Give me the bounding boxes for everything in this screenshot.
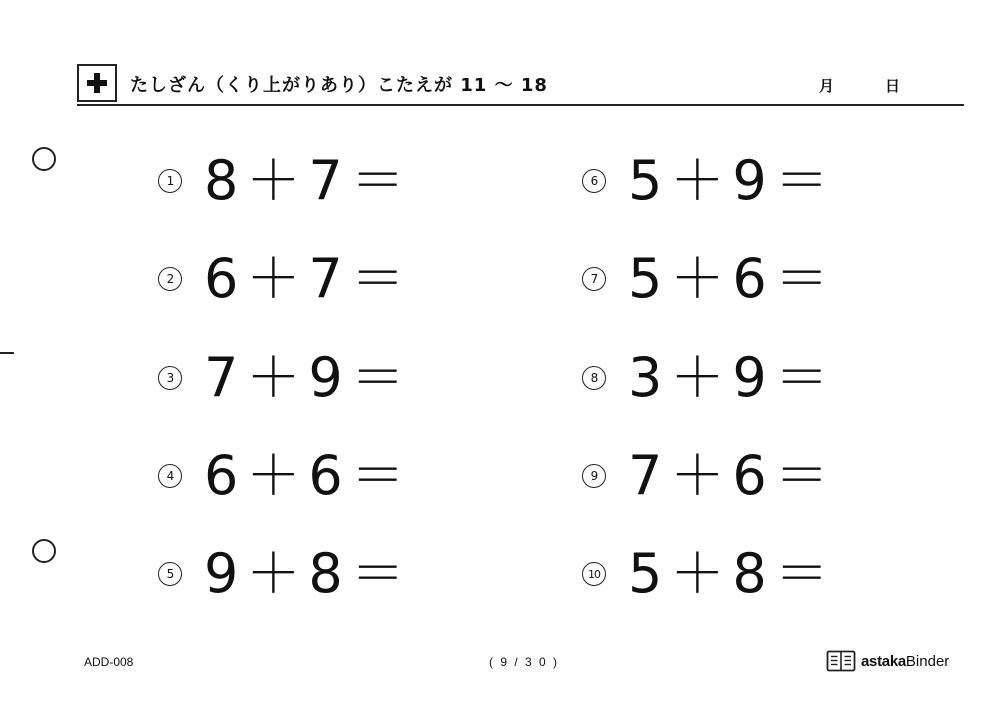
day-label: 日 bbox=[885, 77, 901, 95]
problem-expression: 3＋9＝ bbox=[628, 346, 837, 409]
problem-number: 5 bbox=[158, 562, 182, 586]
problem-expression: 5＋6＝ bbox=[628, 247, 837, 310]
problem-expression: 6＋7＝ bbox=[204, 247, 413, 310]
problem-number: 9 bbox=[582, 464, 606, 488]
problem-expression: 7＋6＝ bbox=[628, 444, 837, 507]
binder-book-icon bbox=[826, 649, 856, 673]
worksheet-title: たしざん（くり上がりあり）こたえが 11 〜 18 bbox=[130, 75, 548, 96]
problem-number: 3 bbox=[158, 366, 182, 390]
problem-expression: 7＋9＝ bbox=[204, 346, 413, 409]
problem-expression: 5＋9＝ bbox=[628, 149, 837, 212]
problem-number: 1 bbox=[158, 169, 182, 193]
problem-expression: 6＋6＝ bbox=[204, 444, 413, 507]
worksheet-code: ADD-008 bbox=[84, 655, 134, 669]
plus-icon bbox=[77, 64, 117, 102]
month-label: 月 bbox=[819, 77, 835, 95]
brand-logo bbox=[826, 648, 949, 674]
problem-2 bbox=[158, 249, 413, 309]
center-tick-mark bbox=[0, 352, 14, 354]
page-indicator: ( 9 / 3 0 ) bbox=[489, 655, 560, 669]
problem-7 bbox=[582, 249, 837, 309]
brand-name-bold: astaka bbox=[861, 652, 906, 670]
problem-expression: 8＋7＝ bbox=[204, 149, 413, 212]
problem-8 bbox=[582, 348, 837, 408]
worksheet-header bbox=[77, 64, 964, 106]
problem-expression: 9＋8＝ bbox=[204, 542, 413, 605]
problem-number: 8 bbox=[582, 366, 606, 390]
problem-number: 2 bbox=[158, 267, 182, 291]
problem-1 bbox=[158, 151, 413, 211]
problem-number: 6 bbox=[582, 169, 606, 193]
problem-5 bbox=[158, 544, 413, 604]
problem-10 bbox=[582, 544, 837, 604]
binder-hole-top bbox=[32, 147, 56, 171]
problem-number: 7 bbox=[582, 267, 606, 291]
problem-number: 10 bbox=[582, 562, 606, 586]
problem-number: 4 bbox=[158, 464, 182, 488]
problem-3 bbox=[158, 348, 413, 408]
binder-hole-bottom bbox=[32, 539, 56, 563]
problem-expression: 5＋8＝ bbox=[628, 542, 837, 605]
problem-6 bbox=[582, 151, 837, 211]
problem-4 bbox=[158, 446, 413, 506]
problem-9 bbox=[582, 446, 837, 506]
brand-name-regular: Binder bbox=[905, 652, 950, 670]
